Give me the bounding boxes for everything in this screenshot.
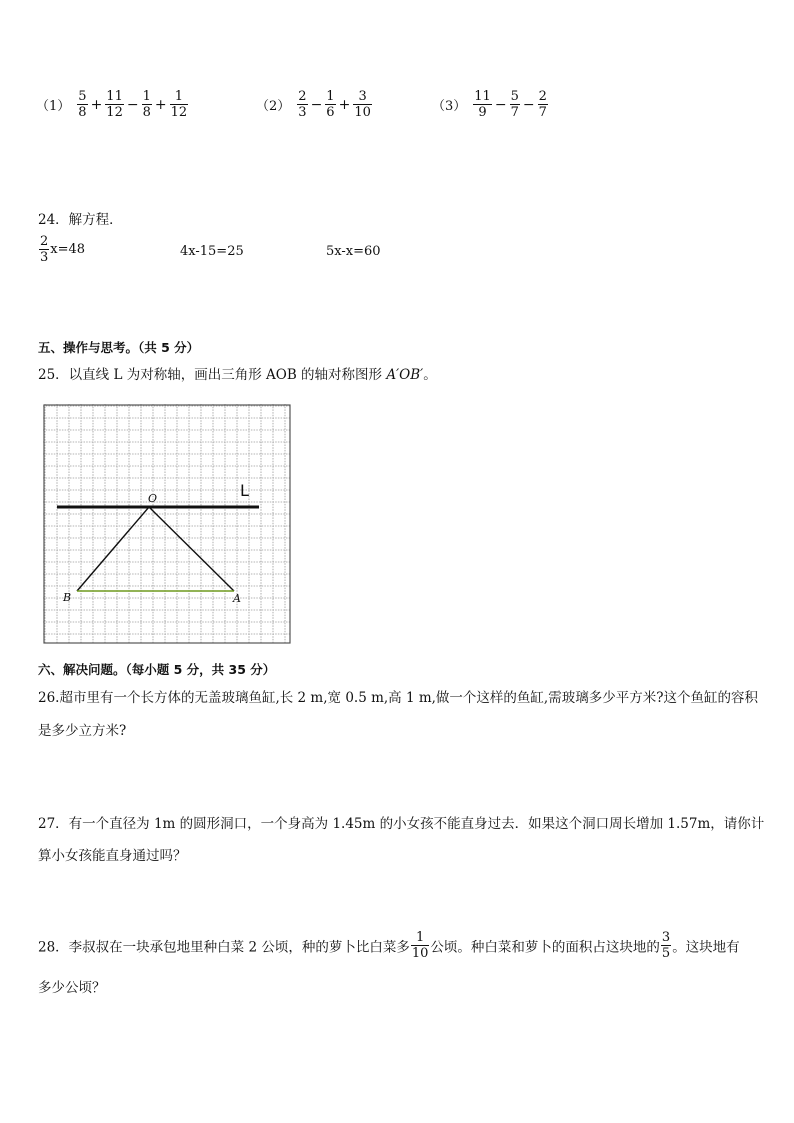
section-5-heading: 五、操作与思考。（共 5 分） bbox=[38, 340, 200, 355]
operator: − bbox=[522, 96, 535, 113]
fraction: $\frac{1}{12}$ bbox=[170, 89, 188, 120]
q28-part1: 28．李叔叔在一块承包地里种白菜 2 公顷，种的萝卜比白菜多 bbox=[38, 939, 410, 956]
point-b-label: B bbox=[63, 591, 72, 604]
equation-rest: x=48 bbox=[50, 242, 86, 257]
q24-equation-2: 4x-15=25 bbox=[180, 244, 244, 259]
fraction: $\frac{1}{6}$ bbox=[326, 89, 335, 120]
fraction: $\frac{3}{10}$ bbox=[354, 89, 371, 120]
fraction: $\frac{11}{12}$ bbox=[106, 89, 123, 120]
q23-part1 bbox=[36, 89, 189, 120]
q27-line-1: 27．有一个直径为 1m 的圆形洞口，一个身高为 1.45m 的小女孩不能直身过去．如果这个洞口周长增加 1.57m，请你计 bbox=[38, 816, 765, 832]
q23-part3-label: （3） bbox=[432, 99, 467, 114]
point-o-label: O bbox=[148, 492, 158, 505]
q25-text-after: 。 bbox=[423, 367, 437, 383]
q28-part3: 。这块地有 bbox=[672, 939, 740, 956]
q25-math: A′OB′ bbox=[386, 367, 424, 383]
triangle-sides bbox=[77, 507, 234, 591]
q23-part1-label: （1） bbox=[36, 99, 71, 114]
section-6-heading: 六、解决问题。（每小题 5 分，共 35 分） bbox=[38, 662, 276, 677]
fraction: $\frac{1}{8}$ bbox=[142, 89, 151, 120]
fraction: $\frac{2}{3}$ bbox=[40, 234, 49, 265]
q23-part2 bbox=[256, 89, 373, 120]
q27-line-2: 算小女孩能直身通过吗？ bbox=[38, 848, 187, 864]
q26-line-2: 是多少立方米? bbox=[38, 723, 127, 739]
fraction: $\frac{2}{7}$ bbox=[538, 89, 547, 120]
point-a-label: A bbox=[233, 592, 241, 605]
q23-part3 bbox=[432, 89, 549, 120]
q24-title: 24．解方程． bbox=[38, 212, 123, 228]
fraction: $\frac{3}{5}$ bbox=[661, 930, 671, 961]
fraction: $\frac{11}{9}$ bbox=[474, 89, 491, 120]
q24-equation-3: 5x-x=60 bbox=[326, 244, 381, 259]
symmetry-grid-figure bbox=[43, 404, 291, 644]
fraction: $\frac{2}{3}$ bbox=[298, 89, 307, 120]
q23-part2-label: （2） bbox=[256, 99, 291, 114]
q25-text-before: 25．以直线 L 为对称轴，画出三角形 AOB 的轴对称图形 bbox=[38, 367, 387, 383]
fraction: $\frac{1}{10}$ bbox=[411, 930, 429, 961]
fraction: $\frac{5}{7}$ bbox=[510, 89, 519, 120]
operator: + bbox=[90, 96, 103, 113]
q28-part2: 公顷。种白菜和萝卜的面积占这块地的 bbox=[430, 939, 660, 956]
operator: + bbox=[154, 96, 167, 113]
operator: − bbox=[494, 96, 507, 113]
operator: − bbox=[126, 96, 139, 113]
fraction: $\frac{5}{8}$ bbox=[78, 89, 87, 120]
operator: − bbox=[310, 96, 323, 113]
q26-line-1: 26.超市里有一个长方体的无盖玻璃鱼缸,长 2 m,宽 0.5 m,高 1 m,做一个这样的鱼缸,需玻璃多少平方米?这个鱼缸的容积 bbox=[38, 690, 758, 706]
axis-label-l: L bbox=[240, 481, 249, 500]
q24-equation-1 bbox=[38, 234, 85, 265]
q25-text bbox=[38, 363, 437, 383]
q28-line-1 bbox=[38, 930, 740, 961]
operator: + bbox=[338, 96, 351, 113]
q28-line-2: 多少公顷？ bbox=[38, 980, 106, 996]
